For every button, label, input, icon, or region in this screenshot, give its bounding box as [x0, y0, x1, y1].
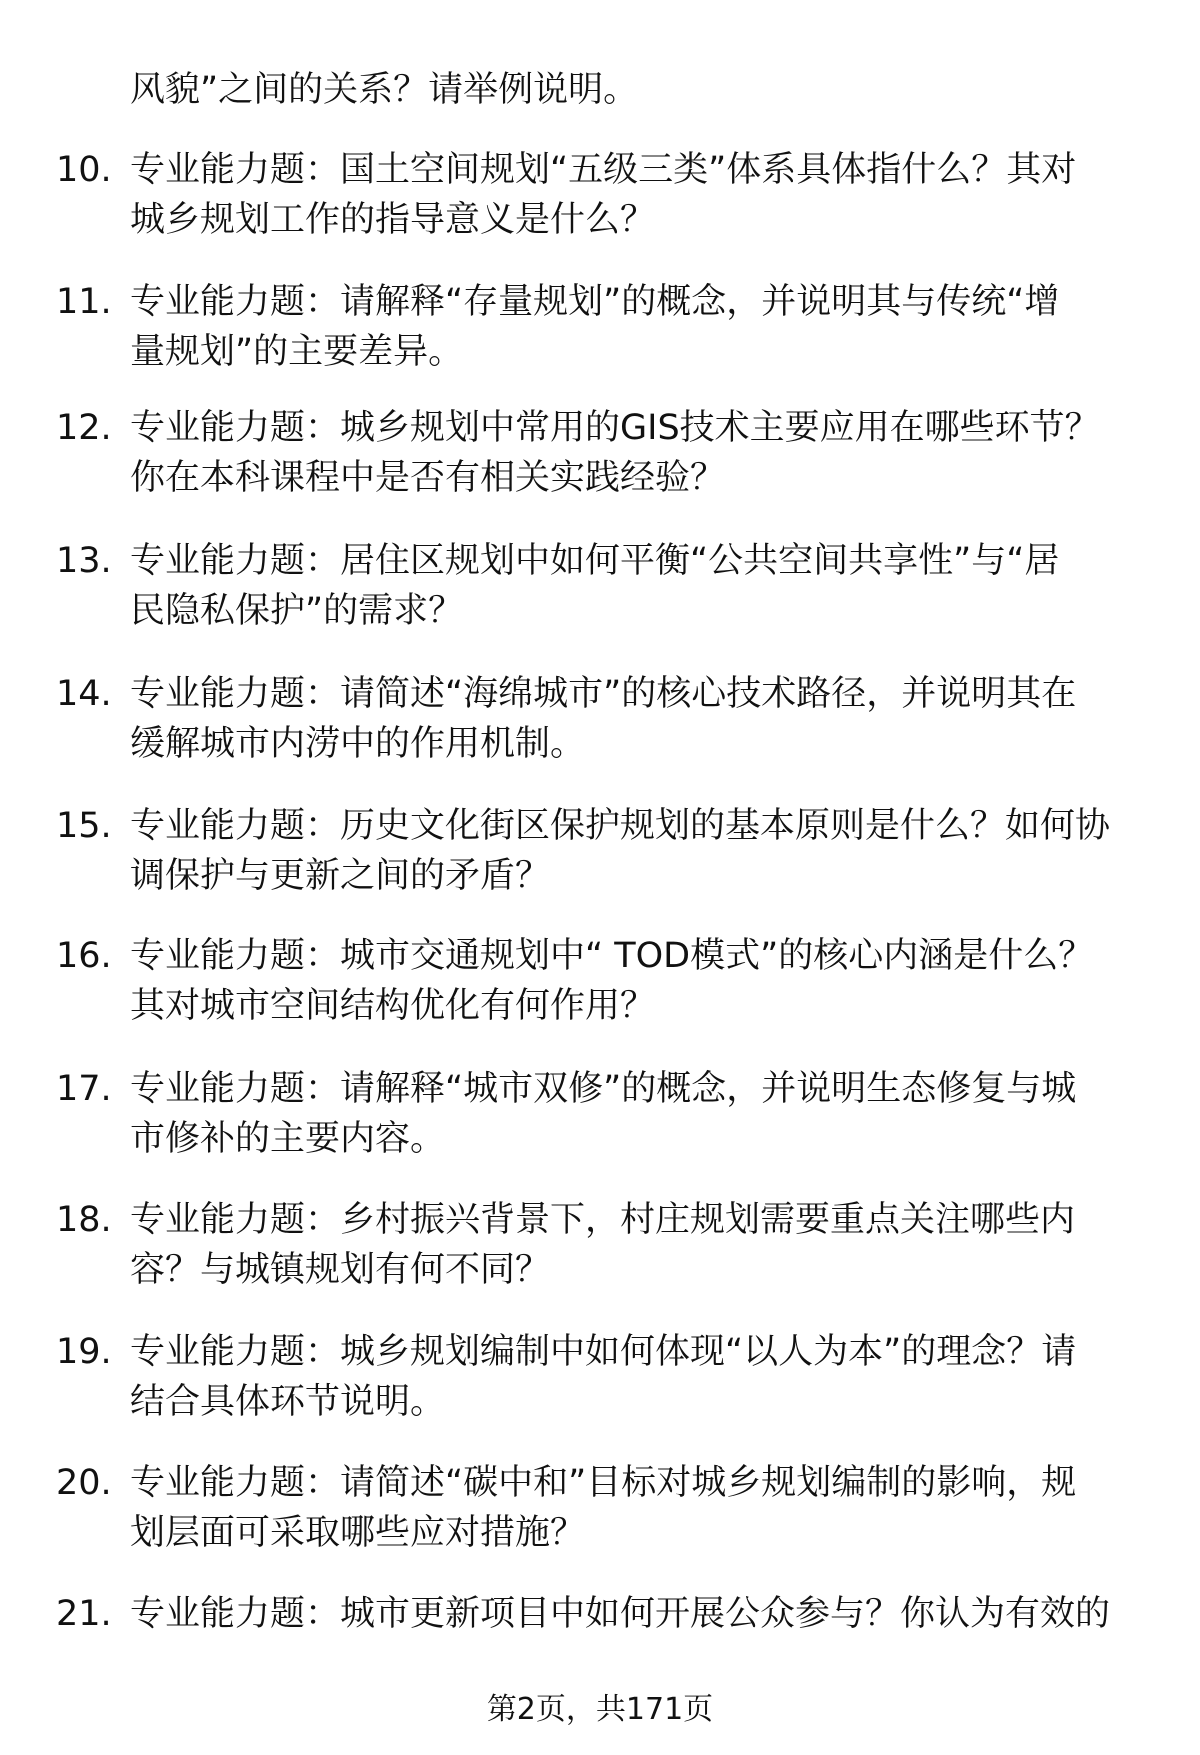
question-number: 18. — [56, 1200, 112, 1240]
question-number: 14. — [56, 674, 112, 714]
question-number: 21. — [56, 1594, 112, 1634]
question-text-line: 专业能力题：城乡规划中常用的GIS技术主要应用在哪些环节？ — [130, 408, 1100, 448]
question-text-line: 专业能力题：请简述“海绵城市”的核心技术路径，并说明其在 — [130, 674, 1077, 714]
question-number: 10. — [56, 150, 112, 190]
question-text-line: 划层面可采取哪些应对措施？ — [130, 1513, 586, 1553]
question-number: 13. — [56, 541, 112, 581]
continuation-line: 风貌”之间的关系？请举例说明。 — [130, 70, 639, 110]
question-text-line: 你在本科课程中是否有相关实践经验？ — [130, 458, 726, 498]
question-text-line: 市修补的主要内容。 — [130, 1119, 446, 1159]
page-footer: 第2页，共171页 — [486, 1692, 714, 1727]
question-text-line: 量规划”的主要差异。 — [130, 332, 464, 372]
question-text-line: 专业能力题：请简述“碳中和”目标对城乡规划编制的影响，规 — [130, 1463, 1077, 1503]
question-text-line: 缓解城市内涝中的作用机制。 — [130, 724, 586, 764]
question-text-line: 专业能力题：历史文化街区保护规划的基本原则是什么？如何协 — [130, 806, 1111, 846]
question-number: 16. — [56, 936, 112, 976]
question-number: 17. — [56, 1069, 112, 1109]
question-text-line: 专业能力题：国土空间规划“五级三类”体系具体指什么？其对 — [130, 150, 1077, 190]
question-text-line: 专业能力题：居住区规划中如何平衡“公共空间共享性”与“居 — [130, 541, 1060, 581]
question-text-line: 专业能力题：城乡规划编制中如何体现“以人为本”的理念？请 — [130, 1332, 1077, 1372]
question-number: 20. — [56, 1463, 112, 1503]
question-text-line: 调保护与更新之间的矛盾？ — [130, 856, 551, 896]
question-number: 15. — [56, 806, 112, 846]
question-number: 19. — [56, 1332, 112, 1372]
question-text-line: 专业能力题：请解释“存量规划”的概念，并说明其与传统“增 — [130, 282, 1060, 322]
question-number: 12. — [56, 408, 112, 448]
question-text-line: 专业能力题：城市更新项目中如何开展公众参与？你认为有效的 — [130, 1594, 1111, 1634]
question-number: 11. — [56, 282, 112, 322]
question-text-line: 专业能力题：乡村振兴背景下，村庄规划需要重点关注哪些内 — [130, 1200, 1076, 1240]
question-text-line: 专业能力题：城市交通规划中“ TOD模式”的核心内涵是什么？ — [130, 936, 1094, 976]
question-text-line: 容？与城镇规划有何不同？ — [130, 1250, 551, 1290]
question-text-line: 城乡规划工作的指导意义是什么？ — [130, 200, 656, 240]
question-text-line: 结合具体环节说明。 — [130, 1382, 446, 1422]
question-text-line: 民隐私保护”的需求？ — [130, 591, 464, 631]
question-text-line: 其对城市空间结构优化有何作用？ — [130, 986, 656, 1026]
question-text-line: 专业能力题：请解释“城市双修”的概念，并说明生态修复与城 — [130, 1069, 1077, 1109]
